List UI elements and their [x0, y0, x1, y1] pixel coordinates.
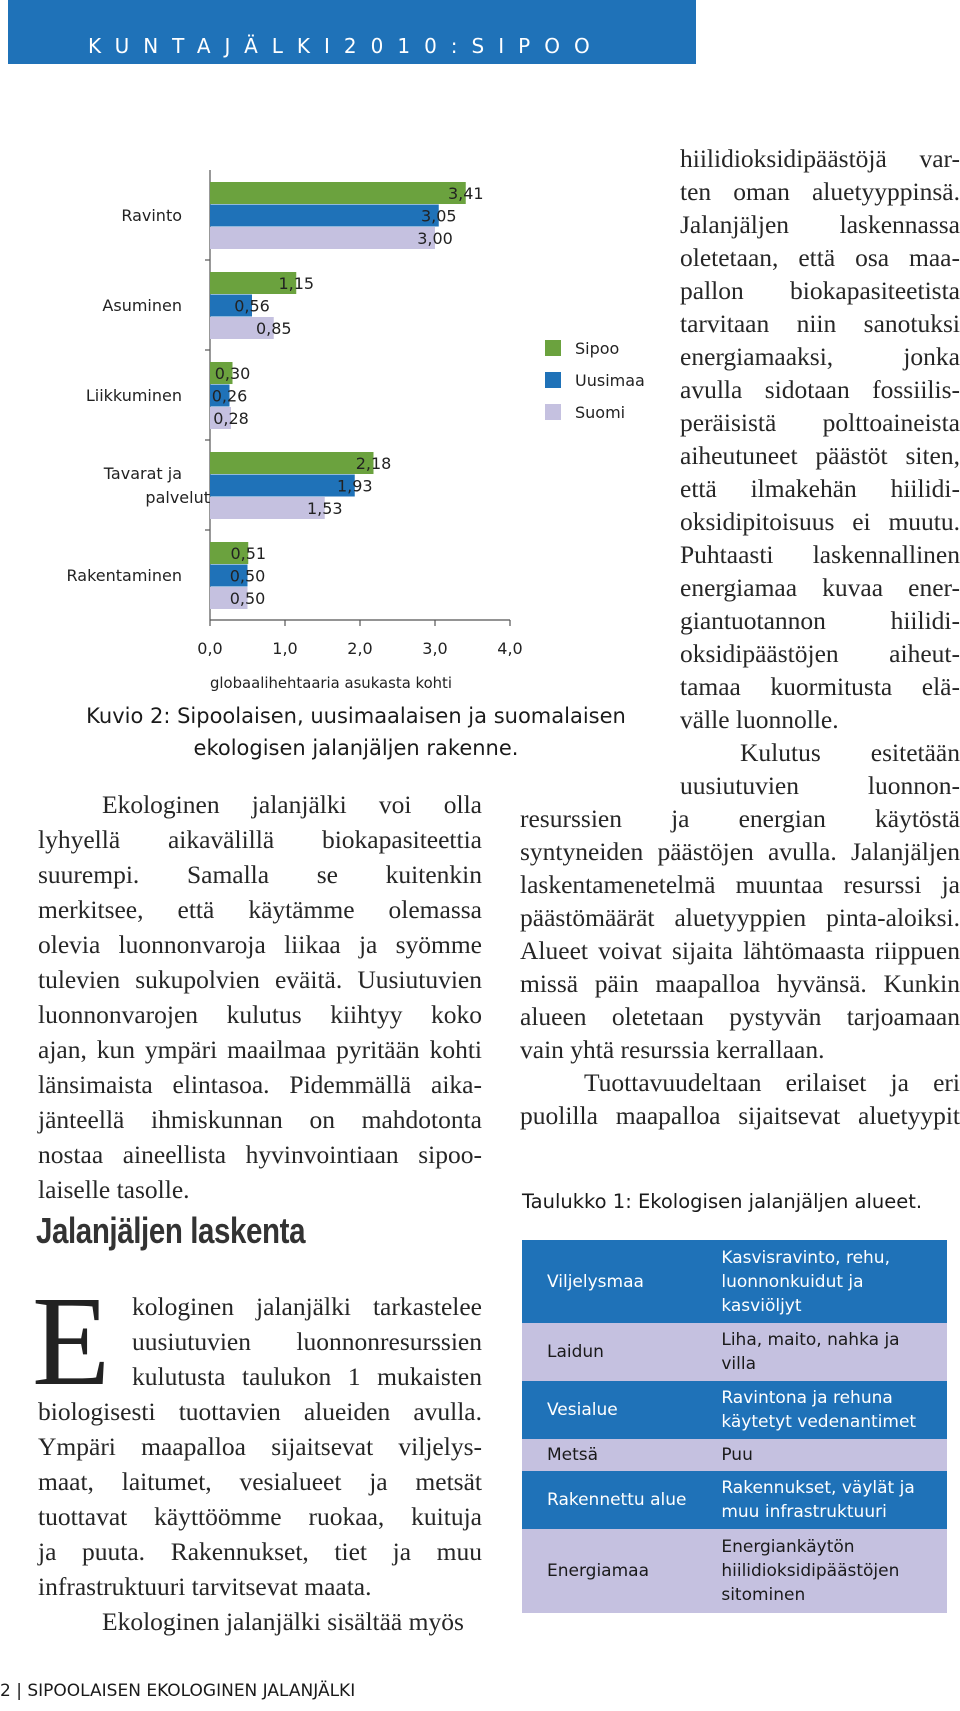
text-line: biologisesti tuottavien alueiden avulla.: [38, 1397, 482, 1426]
table-cell-area: Metsä: [547, 1445, 599, 1465]
text-line: maat, laitumet, vesialueet ja metsät: [38, 1467, 482, 1496]
text-line: Tuottavuudeltaan erilaiset ja eri: [584, 1068, 960, 1097]
category-label: Rakentaminen: [66, 566, 182, 585]
text-line: infrastruktuuri tarvitsevat maata.: [38, 1572, 372, 1601]
text-line: uusiutuvien luonnon-: [680, 771, 960, 800]
text-line: oksidipitoisuus ei muutu.: [680, 507, 960, 536]
legend-label: Suomi: [575, 403, 626, 422]
data-label: 0,50: [229, 566, 266, 586]
text-line: kulutusta taulukon 1 mukaisten: [132, 1362, 482, 1391]
table-cell-use: Ravintona ja rehuna käytetyt vedenantimet: [721, 1388, 917, 1432]
data-label: 0,85: [255, 319, 292, 338]
footprint-areas-table: [522, 1240, 947, 1613]
x-axis-title: globaalihehtaaria asukasta kohti: [210, 674, 452, 692]
table-row: [522, 1529, 947, 1613]
text-line: tarvitaan niin sanotuksi: [680, 309, 960, 338]
text-line: merkitsee, että käytämme olemassa: [38, 895, 482, 924]
text-line: laskentamenetelmä muuntaa resurssi ja: [520, 870, 960, 899]
right-column-text: [520, 142, 960, 1132]
text-line: Puhtaasti laskennallinen: [680, 540, 960, 569]
table-cell-area: Viljelysmaa: [547, 1271, 644, 1292]
category-label: Asuminen: [102, 296, 182, 315]
text-line: giantuotannon hiilidi-: [680, 606, 960, 635]
data-label: 3,00: [417, 229, 453, 248]
text-line: tuottavat käyttöömme ruokaa, kuituja: [38, 1502, 482, 1531]
data-label: 0,51: [230, 544, 267, 563]
text-line: Alueet voivat sijaita lähtömaasta riippuen: [520, 936, 960, 965]
data-label: 0,56: [234, 296, 270, 316]
data-label: 3,05: [420, 206, 457, 226]
data-label: 0,50: [229, 589, 266, 608]
text-line: nostaa aineellista hyvinvointiaan sipoo-: [38, 1140, 482, 1169]
data-label: 2,18: [355, 454, 392, 473]
table-cell-area: Rakennettu alue: [547, 1490, 687, 1510]
x-tick-label: 3,0: [422, 639, 448, 658]
text-line: puolilla maapalloa sijaitsevat aluetyypit: [520, 1101, 960, 1130]
left-paragraph-2: [38, 1290, 482, 1640]
figure-caption-line: Kuvio 2: Sipoolaisen, uusimaalaisen ja suomalaisen: [86, 704, 626, 728]
table-cell-use: Energiankäytön hiilidioksidipäästöjen sitominen: [721, 1537, 900, 1605]
legend-label: Sipoo: [575, 339, 620, 358]
text-line: ja puuta. Rakennukset, tiet ja muu: [38, 1537, 482, 1566]
text-line: jänteellä ihmiskunnan on mahdotonta: [38, 1105, 482, 1134]
text-line: aiheutuneet päästöt siten,: [680, 441, 960, 470]
text-line: energiamaaksi, jonka: [680, 342, 960, 371]
dropcap-letter: E: [32, 1270, 111, 1412]
figure-caption-line: ekologisen jalanjäljen rakenne.: [193, 736, 519, 760]
text-line: uusiutuvien luonnonresurssien: [132, 1327, 482, 1356]
table-cell-use: Kasvisravinto, rehu, luonnonkuidut ja kasviöljyt: [721, 1247, 890, 1316]
category-label: Liikkuminen: [85, 386, 182, 405]
data-label: 1,93: [336, 476, 373, 496]
text-line: suurempi. Samalla se kuitenkin: [38, 860, 482, 889]
text-line: tamaa kuormitusta elä-: [680, 672, 960, 701]
table-row: [522, 1471, 947, 1529]
text-line: luonnonvarojen kulutus kiihtyy koko: [38, 1000, 482, 1029]
text-line: että ilmakehän hiilidi-: [680, 474, 960, 503]
text-line: energiamaa kuvaa ener-: [680, 573, 960, 602]
category-label: palvelut: [145, 488, 210, 507]
text-line: syntyneiden päästöjen avulla. Jalanjäljen: [520, 837, 960, 866]
data-label: 3,41: [447, 184, 484, 203]
x-tick-label: 0,0: [197, 639, 223, 658]
bar: [210, 182, 466, 204]
text-line: länsimaista elintasoa. Pidemmällä aika-: [38, 1070, 482, 1099]
data-label: 0,28: [213, 409, 249, 428]
text-line: resurssien ja energian käytöstä: [520, 804, 960, 833]
data-label: 1,15: [278, 274, 315, 293]
text-line: lyhyellä aikavälillä biokapasiteettia: [38, 825, 482, 854]
left-paragraph-1: [38, 788, 482, 1208]
text-line: tulevien sukupolvien eväitä. Uusiutuvien: [38, 965, 482, 994]
text-line: olevia luonnonvaroja liikaa ja syömme: [38, 930, 482, 959]
text-line: Ympäri maapalloa sijaitsevat viljelys-: [38, 1432, 482, 1461]
table-cell-use: Liha, maito, nahka ja villa: [721, 1330, 900, 1374]
data-label: 1,53: [306, 499, 343, 518]
bar: [210, 452, 374, 474]
text-line: Kulutus esitetään: [740, 738, 960, 767]
table-caption: Taulukko 1: Ekologisen jalanjäljen alueet.: [522, 1190, 923, 1213]
text-line: pallon biokapasiteetista: [680, 276, 960, 305]
legend-label: Uusimaa: [575, 371, 645, 390]
table-row: [522, 1439, 947, 1471]
data-label: 0,26: [211, 386, 248, 406]
text-line: oletetaan, että osa maa-: [680, 243, 960, 272]
table-row: [522, 1323, 947, 1381]
bar: [210, 205, 439, 227]
bar: [210, 227, 435, 249]
bar: [210, 475, 355, 497]
text-line: kologinen jalanjälki tarkastelee: [132, 1292, 482, 1321]
category-label: Ravinto: [121, 206, 182, 225]
text-line: peräisistä polttoaineista: [680, 408, 960, 437]
table-cell-area: Energiamaa: [547, 1561, 649, 1581]
text-line: päästömäärät aluetyyppien pinta-aloiksi.: [520, 903, 960, 932]
table-cell-use: Puu: [721, 1445, 753, 1465]
x-tick-label: 4,0: [497, 639, 523, 658]
text-line: alueen oletetaan pystyvän tarjoamaan: [520, 1002, 960, 1031]
text-line: oksidipäästöjen aiheut-: [680, 639, 960, 668]
header-title: KUNTAJÄLKI2010:SIPOO: [88, 34, 604, 58]
x-tick-label: 2,0: [347, 639, 373, 658]
table-row: [522, 1381, 947, 1439]
text-line: välle luonnolle.: [680, 705, 839, 734]
table-cell-use: Rakennukset, väylät ja muu infrastruktuuri: [721, 1478, 915, 1522]
category-label: Tavarat ja: [103, 464, 182, 483]
text-line: Ekologinen jalanjälki sisältää myös: [102, 1607, 464, 1636]
text-line: vain yhtä resurssia kerrallaan.: [520, 1035, 825, 1064]
text-line: Ekologinen jalanjälki voi olla: [102, 790, 482, 819]
table-row: [522, 1240, 947, 1323]
data-label: 0,30: [214, 364, 251, 383]
text-line: avulla sidotaan fossiilis-: [680, 375, 960, 404]
text-line: ten oman aluetyyppinsä.: [680, 177, 960, 206]
page-footer: 2 | SIPOOLAISEN EKOLOGINEN JALANJÄLKI: [0, 1681, 356, 1701]
text-line: hiilidioksidipäästöjä var-: [680, 144, 960, 173]
table-cell-area: Laidun: [547, 1342, 604, 1362]
text-line: laiselle tasolle.: [38, 1175, 190, 1204]
text-line: Jalanjäljen laskennassa: [680, 210, 960, 239]
section-heading: Jalanjäljen laskenta: [36, 1210, 306, 1251]
text-line: missä päin maapalloa hyvänsä. Kunkin: [520, 969, 960, 998]
text-line: ajan, kun ympäri maailmaa pyritään kohti: [38, 1035, 482, 1064]
table-cell-area: Vesialue: [547, 1400, 618, 1420]
x-tick-label: 1,0: [272, 639, 298, 658]
